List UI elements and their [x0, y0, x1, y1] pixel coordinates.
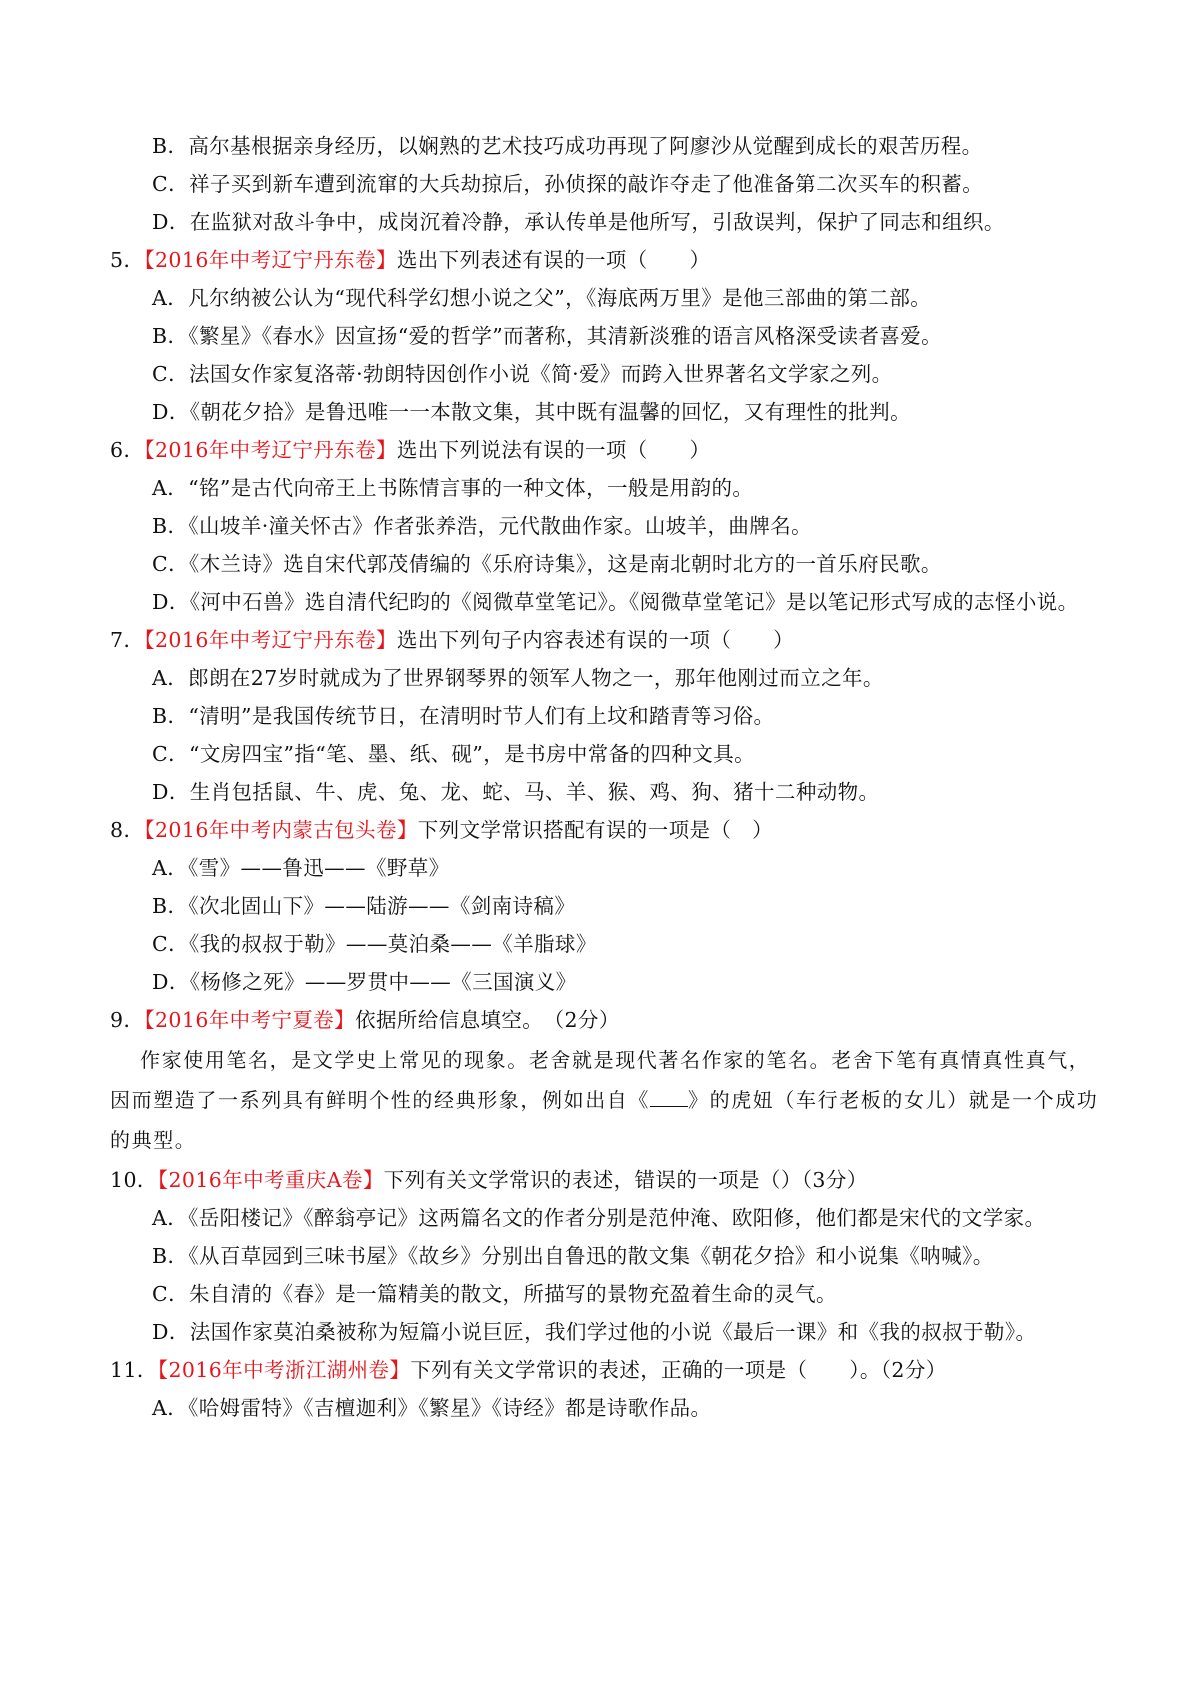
question-number: 8．: [110, 818, 145, 842]
option-line: A．郎朗在27岁时就成为了世界钢琴界的领军人物之一，那年他刚过而立之年。: [152, 666, 884, 690]
option-line: C．朱自清的《春》是一篇精美的散文，所描写的景物充盈着生命的灵气。: [152, 1282, 837, 1306]
passage-text: 因而塑造了一系列具有鲜明个性的经典形象，例如出自《: [110, 1088, 650, 1112]
question-source: 【2016年中考内蒙古包头卷】: [144, 818, 418, 842]
option-line: B．《山坡羊·潼关怀古》作者张养浩，元代散曲作家。山坡羊，曲牌名。: [152, 514, 813, 538]
question-text: 选出下列句子内容表述有误的一项（ ）: [396, 628, 794, 652]
question-number: 10．: [110, 1168, 158, 1192]
option-line: A．《哈姆雷特》《吉檀迦利》《繁星》《诗经》都是诗歌作品。: [152, 1396, 712, 1420]
question-source: 【2016年中考辽宁丹东卷】: [144, 438, 397, 462]
option-line: A．《岳阳楼记》《醉翁亭记》这两篇名文的作者分别是范仲淹、欧阳修，他们都是宋代的文学家。: [152, 1206, 1046, 1230]
passage-line: 的典型。: [110, 1128, 197, 1152]
option-line: B．《繁星》《春水》因宣扬“爱的哲学”而著称，其清新淡雅的语言风格深受读者喜爱。: [152, 324, 943, 348]
question-source: 【2016年中考浙江湖州卷】: [157, 1358, 411, 1382]
passage-text: 》的虎妞（车行老板的女儿）就是一个成功: [688, 1088, 1099, 1112]
question-text: 依据所给信息填空。 （2分）: [355, 1008, 620, 1032]
question-8: [110, 810, 773, 850]
question-5: [110, 240, 710, 280]
option-line: B．《次北固山下》——陆游——《剑南诗稿》: [152, 894, 576, 918]
option-line: C．祥子买到新车遭到流窜的大兵劫掠后，孙侦探的敲诈夺走了他准备第二次买车的积蓄。: [152, 172, 984, 196]
fill-in-blank[interactable]: [650, 1106, 688, 1107]
question-7: [110, 620, 794, 660]
question-number: 11．: [110, 1358, 158, 1382]
question-6: [110, 430, 710, 470]
question-text: 下列有关文学常识的表述，正确的一项是（ ）。（2分）: [410, 1358, 947, 1382]
option-line: D．法国作家莫泊桑被称为短篇小说巨匠，我们学过他的小说《最后一课》和《我的叔叔于勒》。: [152, 1320, 1037, 1344]
question-text: 下列文学常识搭配有误的一项是（ ）: [417, 818, 774, 842]
question-source: 【2016年中考辽宁丹东卷】: [144, 628, 397, 652]
question-10: [110, 1160, 868, 1200]
option-line: D．《朝花夕拾》是鲁迅唯一一本散文集，其中既有温馨的回忆，又有理性的批判。: [152, 400, 911, 424]
option-line: A．凡尔纳被公认为“现代科学幻想小说之父”，《海底两万里》是他三部曲的第二部。: [152, 286, 932, 310]
question-9: [110, 1000, 620, 1040]
question-text: 选出下列表述有误的一项（ ）: [396, 248, 711, 272]
question-number: 9．: [110, 1008, 145, 1032]
option-line: A．《雪》——鲁迅——《野草》: [152, 856, 450, 880]
option-line: B．“清明”是我国传统节日，在清明时节人们有上坟和踏青等习俗。: [152, 704, 775, 728]
passage-line: [110, 1080, 1110, 1120]
option-line: C．“文房四宝”指“笔、墨、纸、砚”，是书房中常备的四种文具。: [152, 742, 756, 766]
question-source: 【2016年中考宁夏卷】: [144, 1008, 356, 1032]
question-source: 【2016年中考辽宁丹东卷】: [144, 248, 397, 272]
option-line: B．《从百草园到三味书屋》《故乡》分别出自鲁迅的散文集《朝花夕拾》和小说集《呐喊》。: [152, 1244, 994, 1268]
question-number: 5．: [110, 248, 145, 272]
option-line: C．法国女作家复洛蒂·勃朗特因创作小说《简·爱》而跨入世界著名文学家之列。: [152, 362, 893, 386]
question-number: 7．: [110, 628, 145, 652]
option-line: D．《河中石兽》选自清代纪昀的《阅微草堂笔记》。《阅微草堂笔记》是以笔记形式写成的志怪小说。: [152, 590, 1079, 614]
passage-line: 作家使用笔名，是文学史上常见的现象。老舍就是现代著名作家的笔名。老舍下笔有真情真性真气，: [140, 1048, 1091, 1072]
question-text: 选出下列说法有误的一项（ ）: [396, 438, 711, 462]
question-text: 下列有关文学常识的表述，错误的一项是（）（3分）: [383, 1168, 868, 1192]
option-line: D．《杨修之死》——罗贯中——《三国演义》: [152, 970, 577, 994]
question-number: 6．: [110, 438, 145, 462]
option-line: D．在监狱对敌斗争中，成岗沉着冷静，承认传单是他所写，引敌误判，保护了同志和组织。: [152, 210, 1005, 234]
option-line: C．《我的叔叔于勒》——莫泊桑——《羊脂球》: [152, 932, 597, 956]
option-line: A．“铭”是古代向帝王上书陈情言事的一种文体，一般是用韵的。: [152, 476, 754, 500]
question-source: 【2016年中考重庆A卷】: [157, 1168, 384, 1192]
option-line: B．高尔基根据亲身经历，以娴熟的艺术技巧成功再现了阿廖沙从觉醒到成长的艰苦历程。: [152, 134, 983, 158]
question-11: [110, 1350, 947, 1390]
option-line: C．《木兰诗》选自宋代郭茂倩编的《乐府诗集》，这是南北朝时北方的一首乐府民歌。: [152, 552, 942, 576]
option-line: D．生肖包括鼠、牛、虎、兔、龙、蛇、马、羊、猴、鸡、狗、猪十二种动物。: [152, 780, 880, 804]
